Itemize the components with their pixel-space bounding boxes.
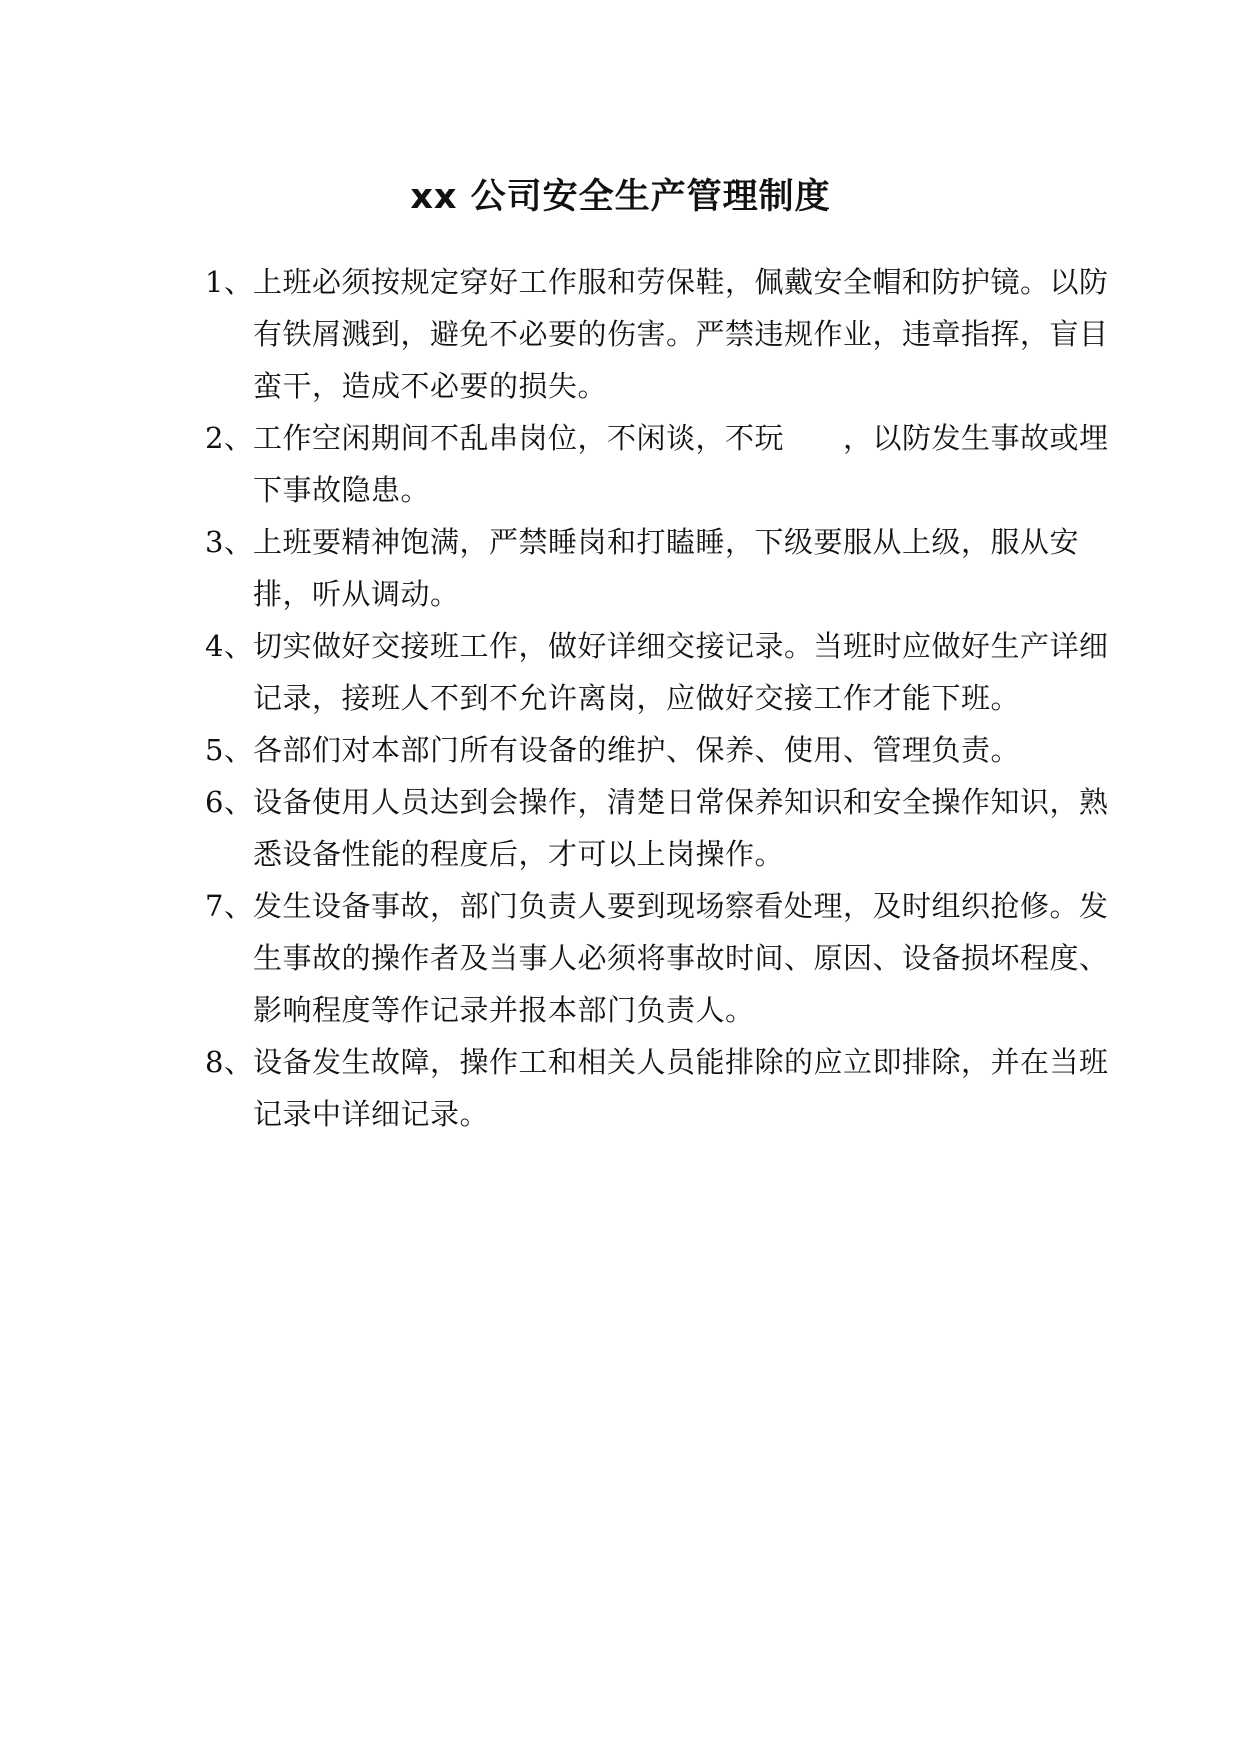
rule-number: 1、	[205, 265, 254, 299]
rule-number: 3、	[205, 525, 254, 559]
rule-text: 发生设备事故，部门负责人要到现场察看处理，及时组织抢修。发生事故的操作者及当事人必须将事故时间、原因、设备损坏程度、影响程度等作记录并报本部门负责人。	[253, 889, 1109, 1027]
rule-item	[205, 516, 1125, 620]
rule-number: 7、	[205, 889, 254, 923]
rule-number: 8、	[205, 1045, 254, 1079]
rule-text: 切实做好交接班工作，做好详细交接记录。当班时应做好生产详细记录，接班人不到不允许离岗，应做好交接工作才能下班。	[253, 629, 1109, 715]
rule-item	[205, 1036, 1125, 1140]
rule-item	[205, 724, 1125, 776]
document-title: xx 公司安全生产管理制度	[410, 177, 831, 218]
rule-item	[205, 880, 1125, 1036]
rule-number: 2、	[205, 421, 254, 455]
rule-text: 设备发生故障，操作工和相关人员能排除的应立即排除，并在当班记录中详细记录。	[253, 1045, 1109, 1131]
rule-item	[205, 620, 1125, 724]
rule-text: 上班要精神饱满，严禁睡岗和打瞌睡，下级要服从上级，服从安排，听从调动。	[253, 525, 1080, 611]
rule-number: 4、	[205, 629, 254, 663]
rule-text: 上班必须按规定穿好工作服和劳保鞋，佩戴安全帽和防护镜。以防有铁屑溅到，避免不必要的伤害。严禁违规作业，违章指挥，盲目蛮干，造成不必要的损失。	[253, 265, 1109, 403]
rules-list	[205, 256, 1125, 1140]
rule-text: 工作空闲期间不乱串岗位，不闲谈，不玩 ，以防发生事故或埋下事故隐患。	[253, 421, 1109, 507]
rule-number: 6、	[205, 785, 254, 819]
rule-item	[205, 776, 1125, 880]
rule-text: 设备使用人员达到会操作，清楚日常保养知识和安全操作知识，熟悉设备性能的程度后，才可以上岗操作。	[253, 785, 1109, 871]
rule-number: 5、	[205, 733, 254, 767]
rule-text: 各部们对本部门所有设备的维护、保养、使用、管理负责。	[253, 733, 1021, 767]
rule-item	[205, 412, 1125, 516]
rule-item	[205, 256, 1125, 412]
